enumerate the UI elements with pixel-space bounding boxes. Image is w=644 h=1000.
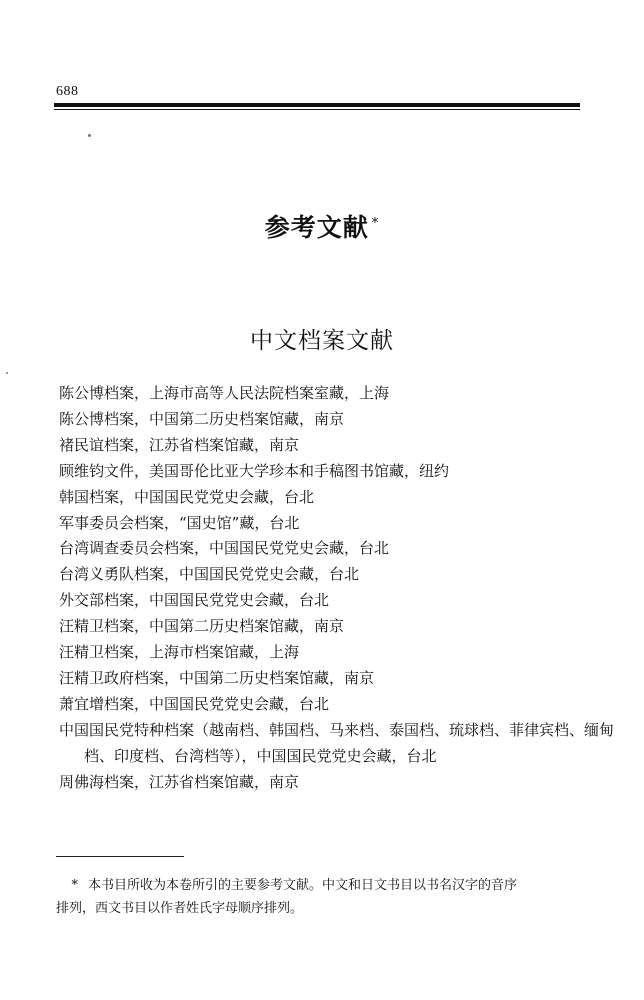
- entry-text: 汪精卫政府档案，中国第二历史档案馆藏，南京: [59, 668, 375, 687]
- footnote-mark: *: [71, 878, 78, 893]
- entry-text: 陈公博档案，上海市高等人民法院档案室藏，上海: [59, 384, 390, 402]
- section-title: 中文档案文献: [250, 328, 394, 354]
- footnote: [56, 874, 586, 920]
- entry-text: 褚民谊档案，江苏省档案馆藏，南京: [59, 435, 300, 454]
- list-item: [59, 536, 589, 562]
- list-item: [59, 562, 589, 588]
- list-item: [59, 666, 589, 692]
- page-number: 688: [56, 84, 79, 99]
- entry-text: 萧宜增档案，中国国民党党史会藏，台北: [59, 694, 330, 713]
- list-item: [59, 407, 589, 433]
- entry-text: 韩国档案，中国国民党党史会藏，台北: [59, 487, 315, 506]
- footnote-text: 本书目所收为本卷所引的主要参考文献。中文和日文书目以书名汉字的音序: [88, 878, 518, 893]
- footnote-line-2: 排列，西文书目以作者姓氏字母顺序排列。: [56, 901, 304, 916]
- footnote-line-1: [56, 874, 586, 897]
- list-item: [59, 433, 589, 459]
- entry-text: 周佛海档案，江苏省档案馆藏，南京: [59, 772, 300, 791]
- list-item: [59, 511, 589, 537]
- entry-text: 外交部档案，中国国民党党史会藏，台北: [59, 591, 330, 610]
- scan-speck: [88, 134, 91, 137]
- title-note-mark: *: [371, 215, 380, 231]
- entry-text: 军事委员会档案，“国史馆”藏，台北: [59, 513, 300, 532]
- list-item: [59, 692, 589, 718]
- list-item: [59, 485, 589, 511]
- page-title: [0, 208, 644, 244]
- entry-list: [59, 381, 615, 796]
- entry-text: 台湾调查委员会档案，中国国民党党史会藏，台北: [59, 539, 390, 558]
- scan-speck: [6, 372, 8, 374]
- entry-text: 顾维钧文件，美国哥伦比亚大学珍本和手稿图书馆藏，纽约: [59, 461, 450, 480]
- footnote-rule: [56, 856, 184, 857]
- list-item: [59, 770, 589, 796]
- list-item: [59, 614, 589, 640]
- entry-text: 中国国民党特种档案（越南档、韩国档、马来档、泰国档、琉球档、菲律宾档、缅甸: [59, 720, 615, 739]
- entry-text: 台湾义勇队档案，中国国民党党史会藏，台北: [59, 565, 360, 584]
- list-item: [59, 459, 589, 485]
- entry-continuation: 档、印度档、台湾档等），中国国民党党史会藏，台北: [84, 746, 437, 765]
- list-item: [59, 381, 589, 407]
- list-item: [59, 718, 615, 770]
- entry-text: 汪精卫档案，中国第二历史档案馆藏，南京: [59, 617, 345, 636]
- list-item: [59, 588, 589, 614]
- header-rule-thick: [54, 103, 580, 107]
- entry-text: 汪精卫档案，上海市档案馆藏，上海: [59, 643, 300, 662]
- entry-text: 陈公博档案，中国第二历史档案馆藏，南京: [59, 409, 345, 428]
- header-rule-thin: [54, 109, 580, 110]
- list-item: [59, 640, 589, 666]
- page-title-text: 参考文献: [264, 213, 369, 242]
